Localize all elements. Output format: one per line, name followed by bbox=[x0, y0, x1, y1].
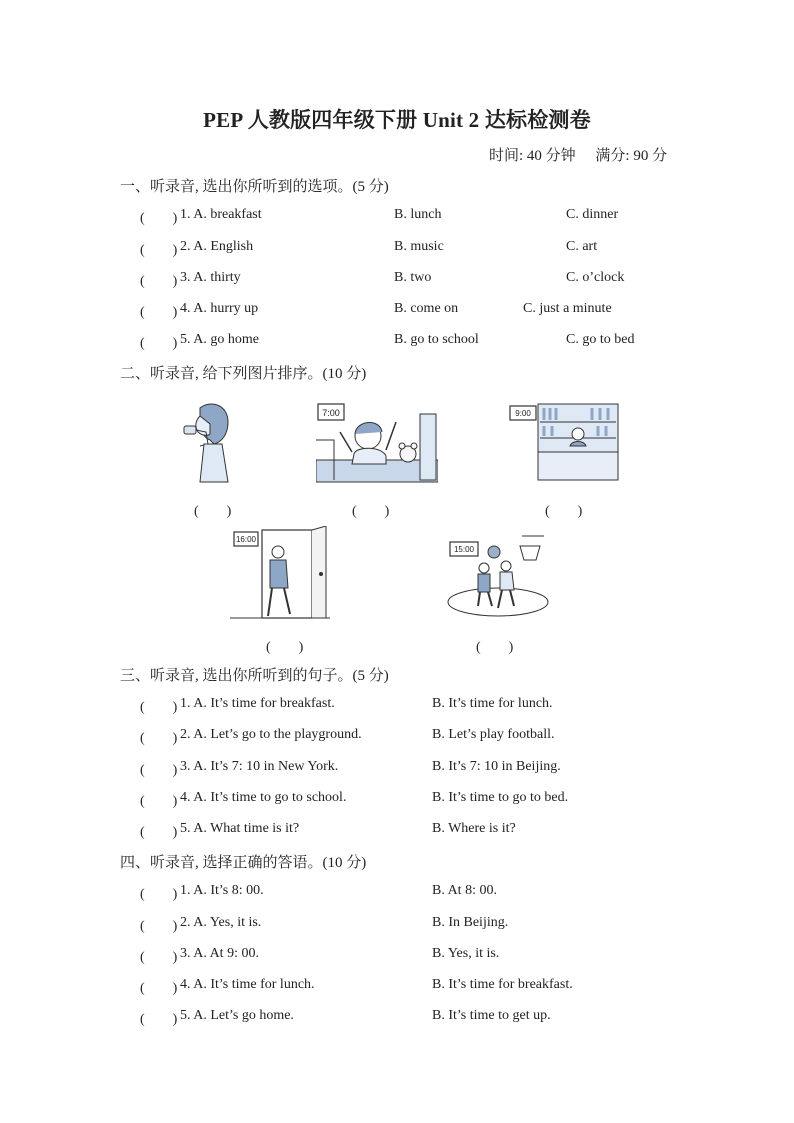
answer-blank[interactable]: ( ) bbox=[140, 950, 178, 965]
option-c: C. go to bed bbox=[566, 332, 635, 347]
question-row bbox=[0, 790, 794, 810]
question-row bbox=[0, 759, 794, 779]
option-b: B. go to school bbox=[394, 332, 479, 347]
option-b: B. Where is it? bbox=[432, 821, 516, 836]
question-row bbox=[0, 821, 794, 841]
option-b: B. In Beijing. bbox=[432, 915, 509, 930]
wake-up-picture bbox=[316, 400, 438, 484]
option-b: B. music bbox=[394, 239, 444, 254]
answer-blank[interactable]: ( ) bbox=[140, 825, 178, 840]
option-b: B. lunch bbox=[394, 207, 442, 222]
option-a: 3. A. At 9: 00. bbox=[180, 946, 259, 961]
clock-label: 7:00 bbox=[322, 408, 340, 418]
option-b: B. It’s time for breakfast. bbox=[432, 977, 573, 992]
picture-answer-blank[interactable]: ( ) bbox=[352, 504, 390, 519]
basketball-picture bbox=[444, 530, 554, 622]
answer-blank[interactable]: ( ) bbox=[140, 731, 178, 746]
question-row bbox=[0, 301, 794, 321]
option-a: 1. A. It’s time for breakfast. bbox=[180, 696, 335, 711]
section1-heading: 一、听录音, 选出你所听到的选项。(5 分) bbox=[120, 179, 389, 195]
option-a: 2. A. Yes, it is. bbox=[180, 915, 262, 930]
question-row bbox=[0, 207, 794, 227]
section2-heading: 二、听录音, 给下列图片排序。(10 分) bbox=[120, 366, 367, 382]
time-limit: 时间: 40 分钟 bbox=[489, 148, 576, 164]
go-home-picture bbox=[230, 526, 330, 622]
picture-answer-blank[interactable]: ( ) bbox=[545, 504, 583, 519]
question-row bbox=[0, 1008, 794, 1028]
option-a: 5. A. Let’s go home. bbox=[180, 1008, 294, 1023]
option-b: B. It’s time to get up. bbox=[432, 1008, 551, 1023]
option-b: B. It’s time to go to bed. bbox=[432, 790, 569, 805]
answer-blank[interactable]: ( ) bbox=[140, 700, 178, 715]
option-c: C. art bbox=[566, 239, 598, 254]
answer-blank[interactable]: ( ) bbox=[140, 1012, 178, 1027]
question-row bbox=[0, 727, 794, 747]
exam-meta bbox=[489, 144, 667, 165]
answer-blank[interactable]: ( ) bbox=[140, 794, 178, 809]
option-b: B. It’s 7: 10 in Beijing. bbox=[432, 759, 561, 774]
option-a: 2. A. Let’s go to the playground. bbox=[180, 727, 362, 742]
answer-blank[interactable]: ( ) bbox=[140, 919, 178, 934]
question-row bbox=[0, 270, 794, 290]
option-a: 5. A. go home bbox=[180, 332, 259, 347]
option-c: C. dinner bbox=[566, 207, 619, 222]
option-a: 4. A. It’s time for lunch. bbox=[180, 977, 315, 992]
option-b: B. Yes, it is. bbox=[432, 946, 500, 961]
question-row bbox=[0, 977, 794, 997]
option-a: 1. A. It’s 8: 00. bbox=[180, 883, 264, 898]
answer-blank[interactable]: ( ) bbox=[140, 336, 178, 351]
option-a: 1. A. breakfast bbox=[180, 207, 262, 222]
clock-label: 9:00 bbox=[515, 409, 531, 418]
full-score: 满分: 90 分 bbox=[595, 148, 668, 164]
question-row bbox=[0, 332, 794, 352]
question-row bbox=[0, 915, 794, 935]
brushing-teeth-picture bbox=[170, 400, 240, 484]
question-row bbox=[0, 946, 794, 966]
clock-label: 16:00 bbox=[235, 535, 257, 544]
answer-blank[interactable]: ( ) bbox=[140, 305, 178, 320]
option-c: C. just a minute bbox=[523, 301, 612, 316]
option-a: 3. A. It’s 7: 10 in New York. bbox=[180, 759, 339, 774]
picture-answer-blank[interactable]: ( ) bbox=[194, 504, 232, 519]
answer-blank[interactable]: ( ) bbox=[140, 887, 178, 902]
section3-heading: 三、听录音, 选出你所听到的句子。(5 分) bbox=[120, 668, 389, 684]
option-b: B. It’s time for lunch. bbox=[432, 696, 553, 711]
option-a: 2. A. English bbox=[180, 239, 254, 254]
question-row bbox=[0, 883, 794, 903]
answer-blank[interactable]: ( ) bbox=[140, 763, 178, 778]
answer-blank[interactable]: ( ) bbox=[140, 981, 178, 996]
page-title: PEP 人教版四年级下册 Unit 2 达标检测卷 bbox=[203, 108, 591, 132]
option-b: B. Let’s play football. bbox=[432, 727, 555, 742]
option-a: 3. A. thirty bbox=[180, 270, 241, 285]
option-b: B. come on bbox=[394, 301, 459, 316]
section4-heading: 四、听录音, 选择正确的答语。(10 分) bbox=[120, 855, 367, 871]
option-b: B. two bbox=[394, 270, 432, 285]
question-row bbox=[0, 239, 794, 259]
option-a: 4. A. It’s time to go to school. bbox=[180, 790, 347, 805]
option-a: 4. A. hurry up bbox=[180, 301, 259, 316]
option-b: B. At 8: 00. bbox=[432, 883, 497, 898]
library-picture bbox=[508, 400, 620, 484]
question-row bbox=[0, 696, 794, 716]
answer-blank[interactable]: ( ) bbox=[140, 274, 178, 289]
picture-answer-blank[interactable]: ( ) bbox=[266, 640, 304, 655]
answer-blank[interactable]: ( ) bbox=[140, 243, 178, 258]
picture-answer-blank[interactable]: ( ) bbox=[476, 640, 514, 655]
option-c: C. o’clock bbox=[566, 270, 625, 285]
clock-label: 15:00 bbox=[453, 545, 475, 554]
answer-blank[interactable]: ( ) bbox=[140, 211, 178, 226]
option-a: 5. A. What time is it? bbox=[180, 821, 300, 836]
